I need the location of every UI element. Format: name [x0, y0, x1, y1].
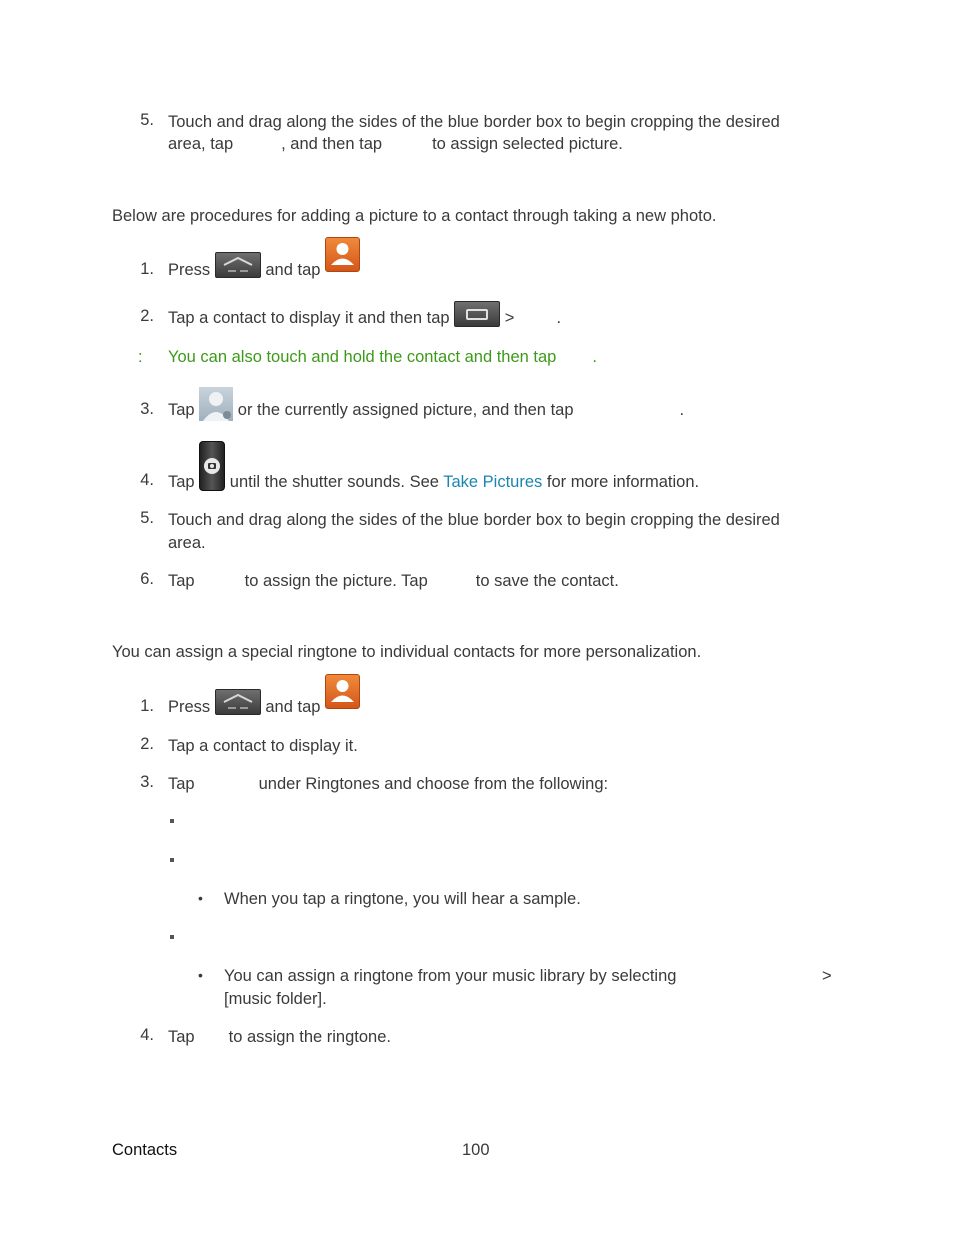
page-number: 100: [462, 1141, 490, 1159]
step-number: 6.: [140, 570, 154, 588]
step-number: 4.: [140, 471, 154, 489]
sub-note-gt: >: [822, 967, 832, 985]
step-text: Tap: [168, 473, 195, 491]
step-text: to save the contact.: [475, 572, 619, 590]
step-number: 2.: [140, 307, 154, 325]
step-text: Tap: [168, 401, 195, 419]
step-text: .: [679, 401, 685, 419]
step-text: under Ringtones and choose from the following:: [258, 775, 609, 793]
step-number: 5.: [140, 509, 154, 527]
step-text: Tap: [168, 775, 195, 793]
list-bullet: [170, 819, 174, 823]
section-intro: You can assign a special ringtone to individual contacts for more personalization.: [112, 643, 702, 661]
section-intro: Below are procedures for adding a picture to a contact through taking a new photo.: [112, 207, 717, 225]
step-text: Touch and drag along the sides of the blue border box to begin cropping the desired: [168, 113, 780, 131]
note-text-segment: You can also touch and hold the contact and then tap: [168, 348, 557, 366]
step-text: to assign the ringtone.: [228, 1028, 391, 1046]
step-text: to assign the picture. Tap: [244, 572, 428, 590]
step-text: or the currently assigned picture, and then tap: [237, 401, 574, 419]
step-text: and tap: [265, 698, 321, 716]
step-number: 3.: [140, 773, 154, 791]
step-text-segment: area, tap: [168, 135, 234, 153]
sub-note: When you tap a ringtone, you will hear a sample.: [224, 890, 581, 908]
footer-section: Contacts: [112, 1141, 178, 1159]
contacts-app-icon: [325, 237, 360, 272]
step-1: [168, 681, 360, 719]
note-bullet: •: [198, 967, 203, 983]
shutter-button-icon: [199, 441, 225, 491]
note-text-segment: .: [592, 348, 597, 366]
take-pictures-link[interactable]: Take Pictures: [443, 473, 543, 491]
sub-note: [music folder].: [224, 990, 327, 1008]
note-bullet: •: [198, 890, 203, 906]
step-text: for more information.: [546, 473, 700, 491]
step-number: 5.: [140, 111, 154, 129]
step-4: [168, 440, 699, 492]
step-3: [168, 773, 608, 796]
step-3: [168, 384, 684, 422]
home-key-icon: [215, 689, 261, 715]
list-bullet: [170, 935, 174, 939]
step-2: [168, 299, 561, 329]
sub-note: You can assign a ringtone from your music library by selecting: [224, 967, 677, 985]
note-text: [168, 346, 597, 369]
contacts-app-icon: [325, 674, 360, 709]
step-text: Tap a contact to display it and then tap: [168, 309, 450, 327]
step-4: [168, 1026, 391, 1049]
step-6: [168, 570, 619, 593]
step-1: [168, 244, 360, 282]
step-number: 2.: [140, 735, 154, 753]
step-text: Press: [168, 698, 211, 716]
step-text: >: [504, 309, 515, 327]
menu-key-icon: [454, 301, 500, 327]
step-text: until the shutter sounds. See: [229, 473, 439, 491]
step-text: and tap: [265, 261, 321, 279]
note-marker: :: [138, 348, 143, 366]
step-text-line2: [168, 133, 623, 156]
step-text-segment: to assign selected picture.: [432, 135, 623, 153]
step-text: .: [556, 309, 562, 327]
step-text: area.: [168, 534, 206, 552]
contact-picture-icon: [199, 387, 233, 421]
step-number: 1.: [140, 260, 154, 278]
step-number: 3.: [140, 400, 154, 418]
step-number: 1.: [140, 697, 154, 715]
list-bullet: [170, 858, 174, 862]
step-number: 4.: [140, 1026, 154, 1044]
step-text-segment: , and then tap: [281, 135, 383, 153]
step-text: Press: [168, 261, 211, 279]
home-key-icon: [215, 252, 261, 278]
step-text: Tap a contact to display it.: [168, 737, 358, 755]
step-text: Tap: [168, 572, 195, 590]
step-text: Tap: [168, 1028, 195, 1046]
step-text: Touch and drag along the sides of the blue border box to begin cropping the desired: [168, 511, 780, 529]
